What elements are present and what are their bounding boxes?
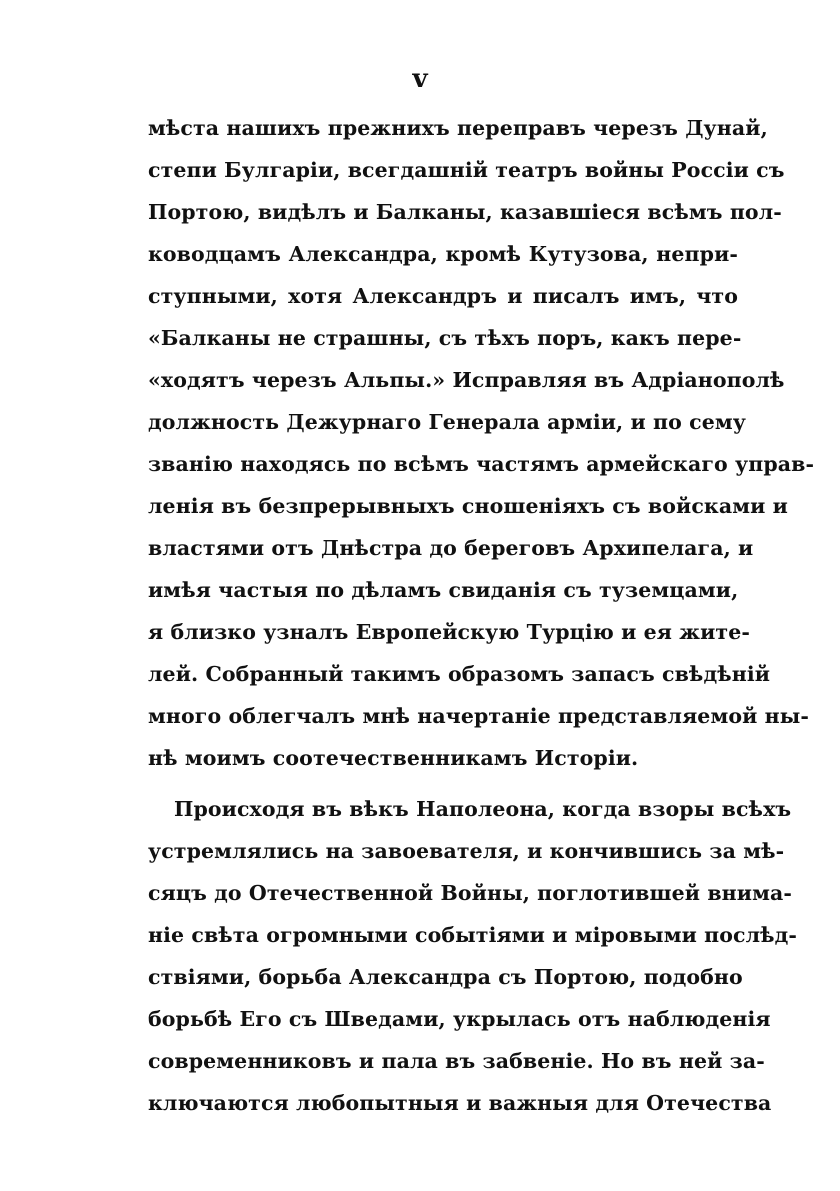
page-body	[148, 107, 815, 1124]
text-line: должность Дежурнаго Генерала арміи, и по сему	[148, 410, 747, 434]
text-line: имѣя частыя по дѣламъ свиданія съ туземцами,	[148, 578, 739, 602]
text-line: мѣста нашихъ прежнихъ переправъ черезъ Дунай,	[148, 116, 768, 140]
text-line: ключаются любопытныя и важныя для Отечества	[148, 1091, 772, 1115]
paragraph-2	[148, 788, 798, 1124]
text-line: сяцъ до Отечественной Войны, поглотившей внима-	[148, 881, 792, 905]
text-line: властями отъ Днѣстра до береговъ Архипелага, и	[148, 536, 754, 560]
text-line: ководцамъ Александра, кромѣ Кутузова, непри-	[148, 242, 738, 266]
text-line: нѣ моимъ соотечественникамъ Исторіи.	[148, 746, 639, 770]
text-line: Происходя въ вѣкъ Наполеона, когда взоры всѣхъ	[174, 797, 792, 821]
paragraph-spacer	[148, 779, 738, 788]
text-line: званію находясь по всѣмъ частямъ армейскаго управ-	[148, 452, 815, 476]
text-line: ленія въ безпрерывныхъ сношеніяхъ съ войсками и	[148, 494, 788, 518]
text-line: ніе свѣта огромными событіями и міровыми послѣд-	[148, 923, 798, 947]
page-number: v	[412, 64, 428, 94]
text-line: Портою, видѣлъ и Балканы, казавшіеся всѣмъ пол-	[148, 200, 782, 224]
text-line: «ходятъ черезъ Альпы.» Исправляя въ Адріанополѣ	[148, 368, 785, 392]
paragraph-1	[148, 107, 815, 779]
text-line: современниковъ и пала въ забвеніе. Но въ ней за-	[148, 1049, 765, 1073]
text-line: ствіями, борьба Александра съ Портою, подобно	[148, 965, 743, 989]
text-line: устремлялись на завоевателя, и кончившись за мѣ-	[148, 839, 785, 863]
text-line: борьбѣ Его съ Шведами, укрылась отъ наблюденія	[148, 1007, 771, 1031]
text-line: степи Булгаріи, всегдашній театръ войны Россіи съ	[148, 158, 785, 182]
text-line: «Балканы не страшны, съ тѣхъ поръ, какъ пере-	[148, 326, 742, 350]
text-line: я близко узналъ Европейскую Турцію и ея жите-	[148, 620, 750, 644]
text-line: много облегчалъ мнѣ начертаніе представляемой ны-	[148, 704, 810, 728]
text-line: ступными, хотя Александръ и писалъ имъ, что	[148, 284, 738, 308]
text-line: лей. Собранный такимъ образомъ запасъ свѣдѣній	[148, 662, 771, 686]
